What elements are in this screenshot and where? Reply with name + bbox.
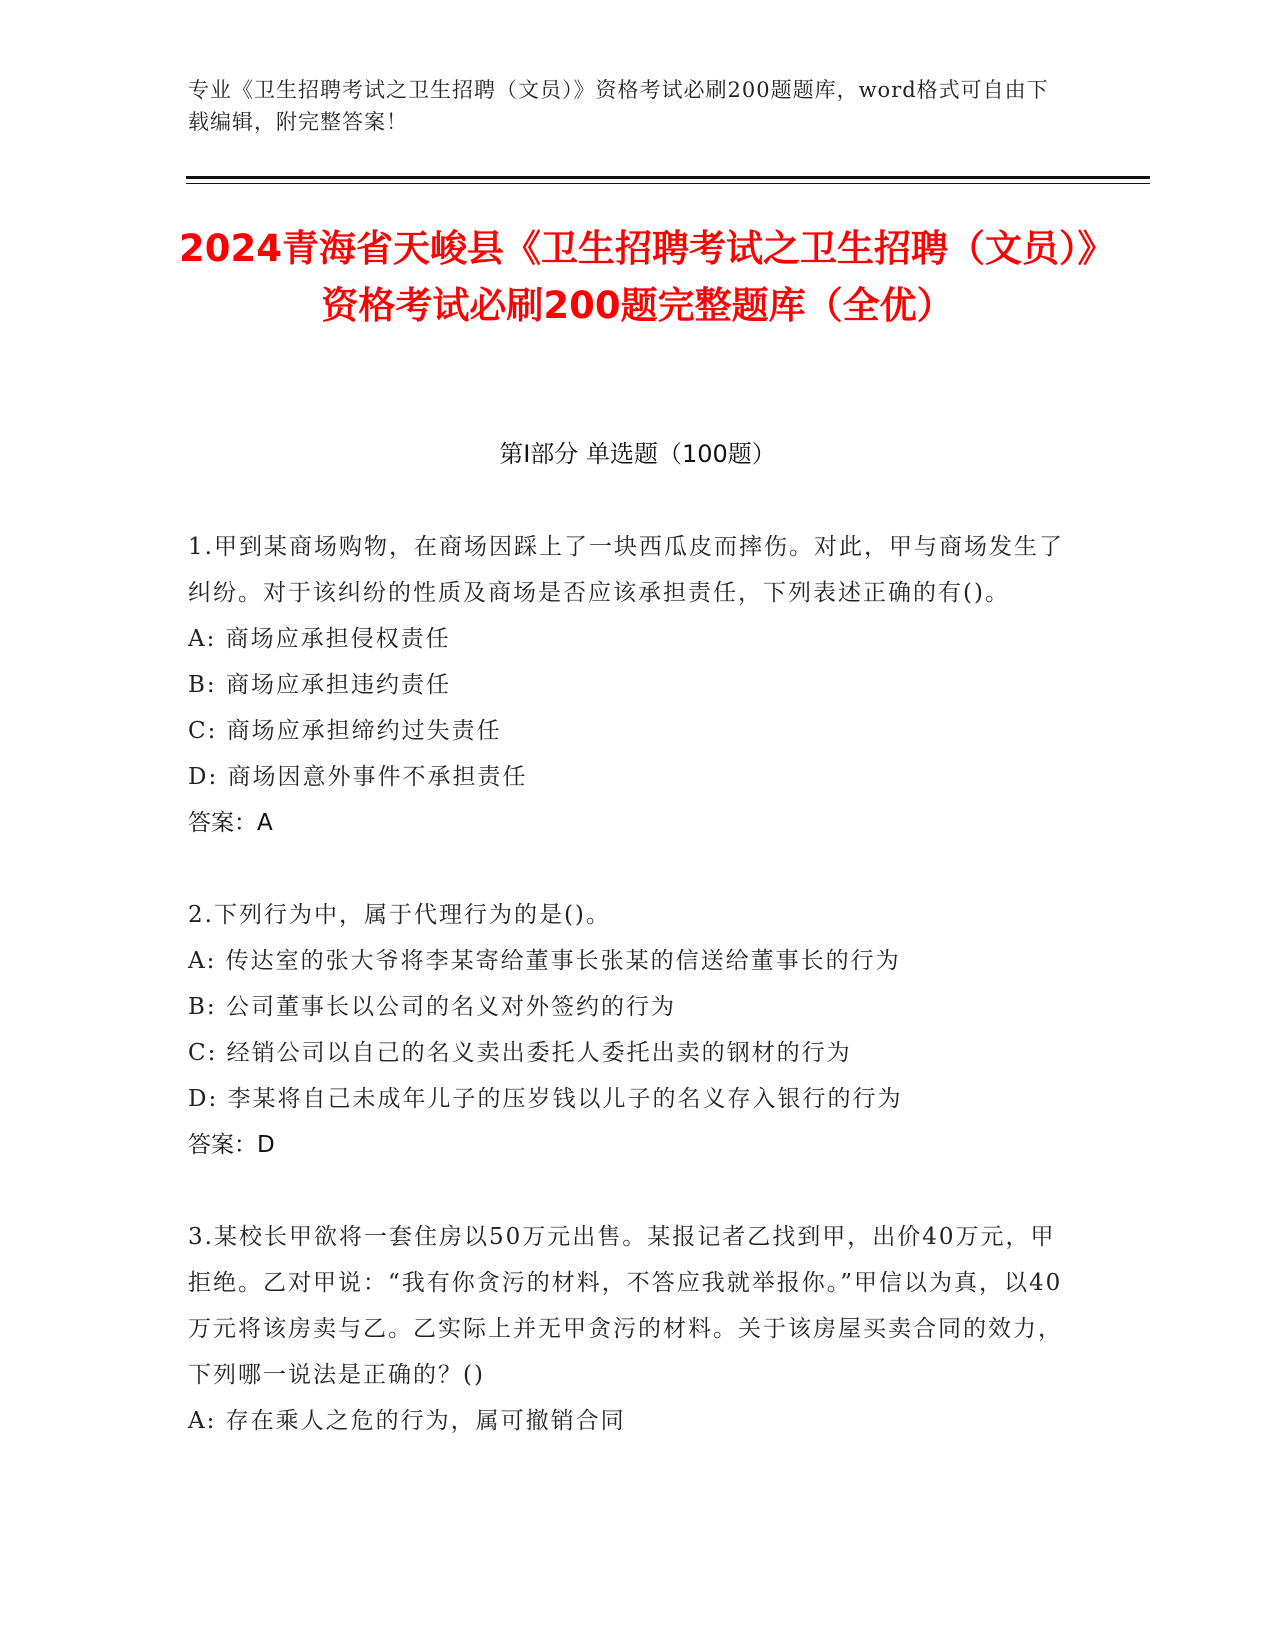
question-spacer [188, 1168, 1088, 1214]
question-stem: 3.某校长甲欲将一套住房以50万元出售。某报记者乙找到甲，出价40万元，甲拒绝。乙对甲说：“我有你贪污的材料，不答应我就举报你。”甲信以为真，以40万元将该房卖与乙。乙实际上并无甲贪污的材料。关于该房屋买卖合同的效力，下列哪一说法是正确的？() [188, 1224, 1063, 1388]
question-1 [188, 524, 1088, 846]
option-c: C: 商场应承担缔约过失责任 [188, 718, 502, 744]
document-title: 2024青海省天峻县《卫生招聘考试之卫生招聘（文员）》资格考试必刷200题完整题库（全优） [179, 227, 1096, 327]
option-b: B: 商场应承担违约责任 [188, 672, 451, 698]
section-title: 第I部分 单选题（100题） [499, 440, 776, 468]
option-a: A: 传达室的张大爷将李某寄给董事长张某的信送给董事长的行为 [188, 948, 901, 974]
option-a: A: 存在乘人之危的行为，属可撤销合同 [188, 1408, 626, 1434]
option-c: C: 经销公司以自己的名义卖出委托人委托出卖的钢材的行为 [188, 1040, 852, 1066]
header-divider [186, 176, 1150, 179]
question-spacer [188, 846, 1088, 892]
option-d: D: 李某将自己未成年儿子的压岁钱以儿子的名义存入银行的行为 [188, 1086, 903, 1112]
option-d: D: 商场因意外事件不承担责任 [188, 764, 528, 790]
question-stem: 1.甲到某商场购物，在商场因踩上了一块西瓜皮而摔伤。对此，甲与商场发生了纠纷。对于该纠纷的性质及商场是否应该承担责任，下列表述正确的有()。 [188, 534, 1064, 606]
question-list [188, 524, 1088, 1444]
question-3 [188, 1214, 1088, 1444]
answer-label: 答案：D [188, 1132, 275, 1158]
question-2 [188, 892, 1088, 1168]
header-divider-thin [186, 183, 1150, 184]
header-note: 专业《卫生招聘考试之卫生招聘（文员）》资格考试必刷200题题库，word格式可自由下载编辑，附完整答案！ [188, 78, 1049, 134]
option-a: A: 商场应承担侵权责任 [188, 626, 451, 652]
answer-label: 答案：A [188, 810, 273, 836]
question-stem: 2.下列行为中，属于代理行为的是()。 [188, 902, 611, 928]
option-b: B: 公司董事长以公司的名义对外签约的行为 [188, 994, 676, 1020]
